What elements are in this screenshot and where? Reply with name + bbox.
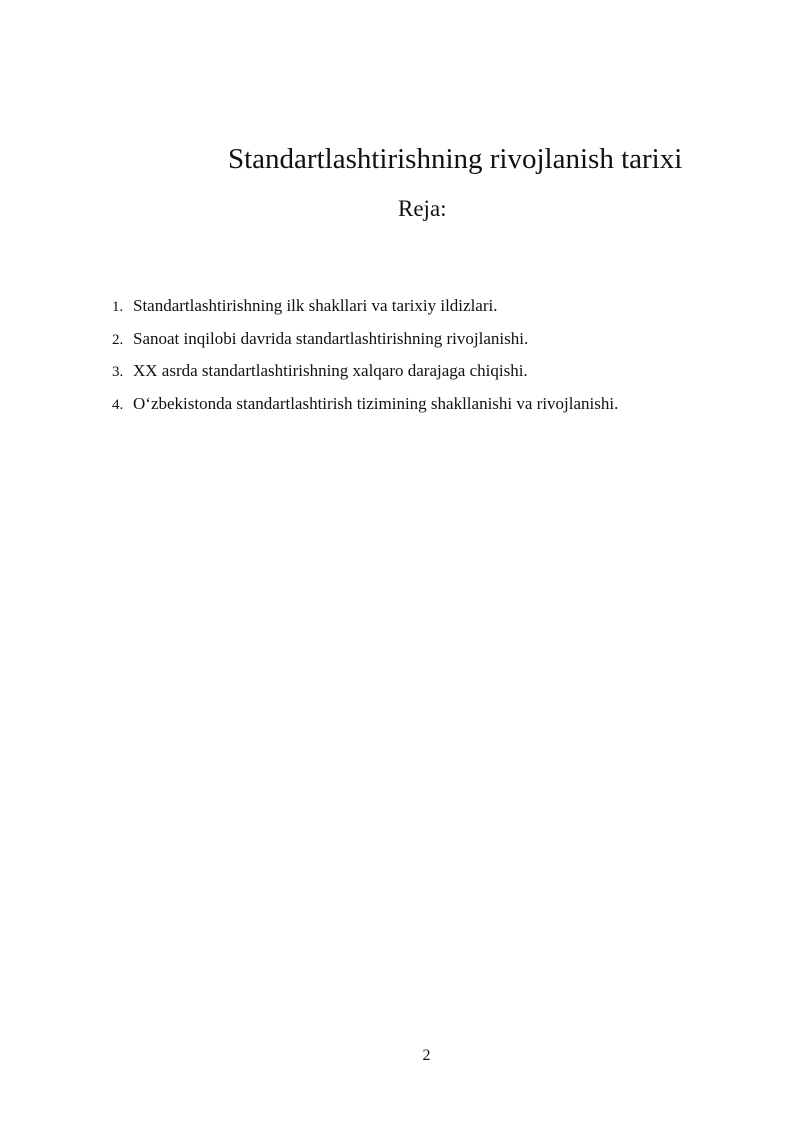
- plan-item-text: XX asrda standartlashtirishning xalqaro darajaga chiqishi.: [133, 361, 528, 380]
- document-title: Standartlashtirishning rivojlanish tarixi: [228, 143, 683, 175]
- plan-item-number: 2.: [112, 331, 124, 348]
- plan-item-number: 3.: [112, 364, 124, 380]
- plan-item-number: 1.: [112, 299, 124, 315]
- plan-item-text: Sanoat inqilobi davrida standartlashtirishning rivojlanishi.: [133, 328, 529, 348]
- page-number: 2: [422, 1047, 431, 1064]
- plan-item-number: 4.: [112, 396, 124, 413]
- plan-item-4: [112, 388, 618, 421]
- plan-list: [112, 290, 618, 420]
- plan-item-text: O‘zbekistonda standartlashtirish tizimining shakllanishi va rivojlanishi.: [133, 393, 619, 413]
- plan-item-1: [112, 290, 618, 323]
- plan-heading: Reja:: [398, 196, 447, 221]
- plan-item-text: Standartlashtirishning ilk shakllari va tarixiy ildizlari.: [133, 296, 498, 315]
- plan-item-2: [112, 323, 618, 356]
- plan-item-3: [112, 355, 618, 388]
